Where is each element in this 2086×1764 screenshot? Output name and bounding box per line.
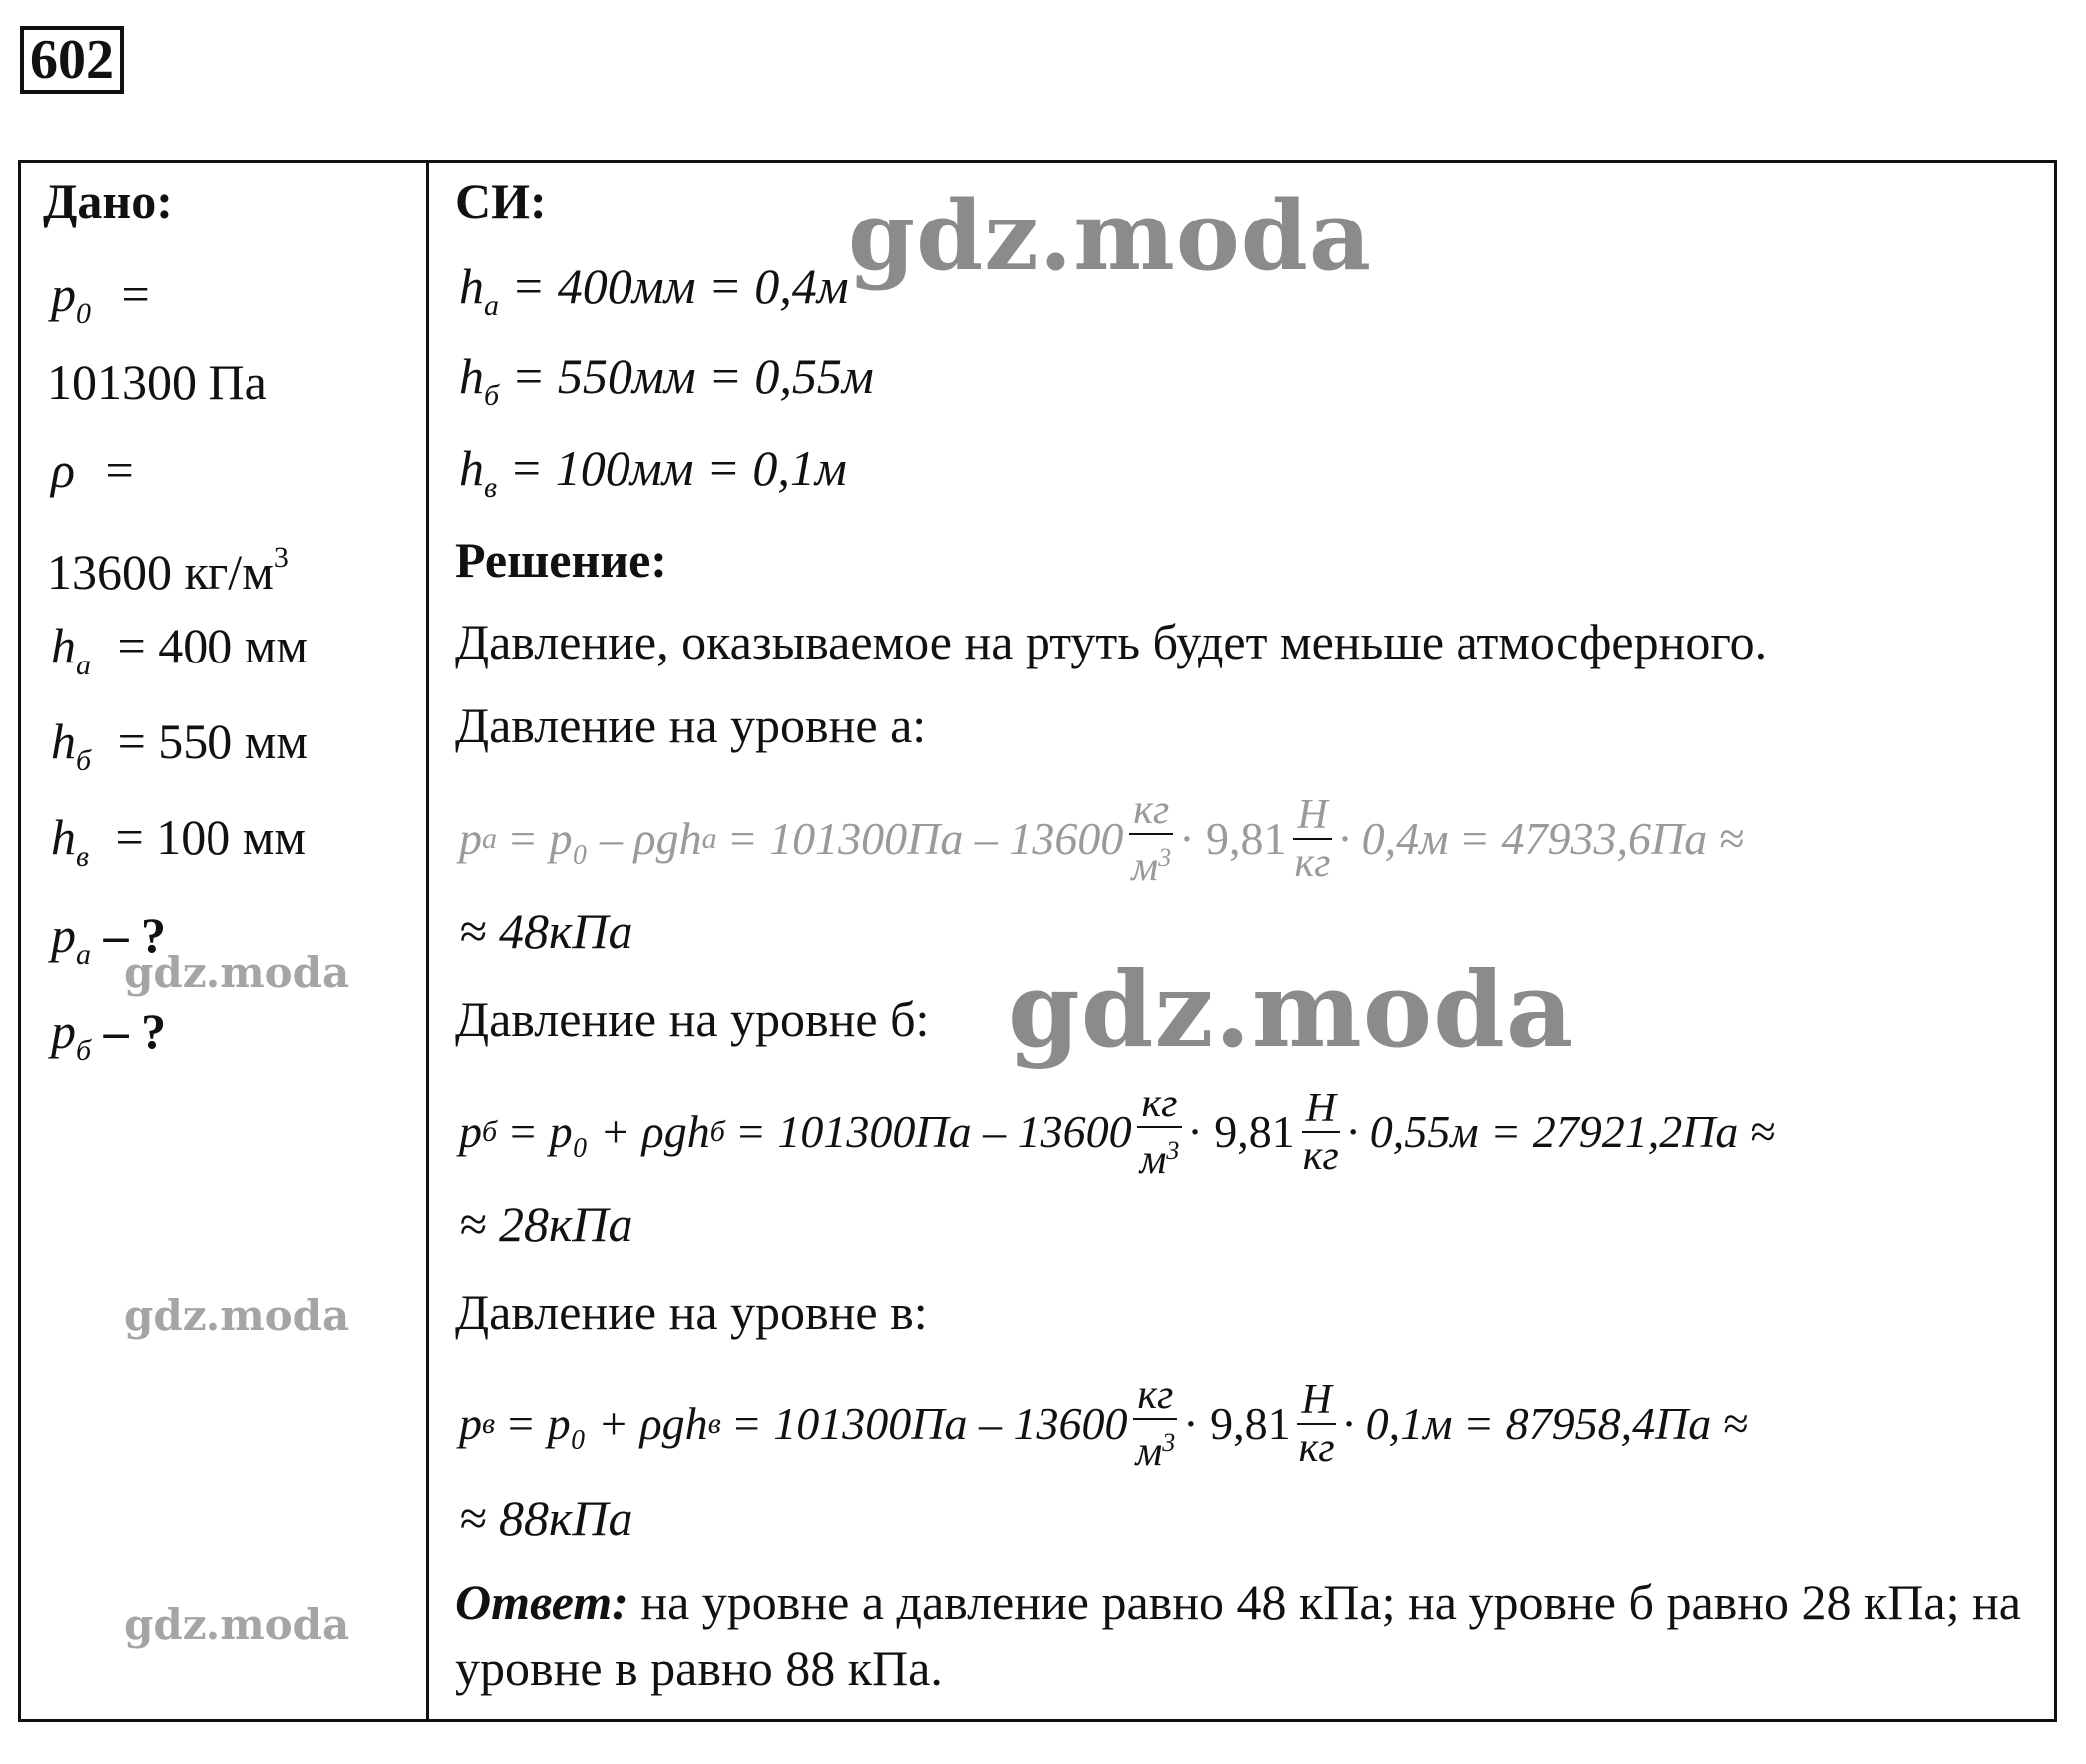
given-hv: $h_в = 100$ мм xyxy=(51,809,307,873)
watermark-large: gdz.moda xyxy=(1008,948,1575,1071)
find-pb: $p_б$ – ? xyxy=(51,1003,167,1067)
solution-table xyxy=(18,160,2057,1722)
formula-v: p в = p₀ + ρgh в = 101300Па – 13600 $\frac{кг}{м^3}$ · 9,81 $\frac{Н}{кг}$ · 0,1м = 87958,4Па ≈ xyxy=(459,1372,1749,1475)
answer xyxy=(455,1569,2041,1701)
given-p0-value: 101300 Па xyxy=(47,354,267,410)
result-b: ≈ 28кПа xyxy=(459,1196,633,1252)
formula-a: p а = p₀ – ρgh а = 101300Па – 13600 $\frac{кг}{м^3}$ · 9,81 $\frac{Н}{кг}$ · 0,4м = 47933,6Па ≈ xyxy=(459,787,1744,890)
si-hv: $h_в = 100мм = 0,1м$ xyxy=(459,440,847,504)
result-a: ≈ 48кПа xyxy=(459,903,633,959)
si-heading: СИ: xyxy=(455,173,547,228)
level-b-heading: Давление на уровне б: xyxy=(455,991,930,1047)
si-column xyxy=(429,163,2054,1719)
given-rho-label: ρ = xyxy=(51,442,134,498)
given-ha: $h_а = 400$ мм xyxy=(51,618,308,681)
given-heading: Дано: xyxy=(43,173,173,228)
given-column xyxy=(21,163,426,1719)
given-p0-label: $p_0$ = xyxy=(51,266,150,330)
given-rho-value: 13600 $кг/м^3$ xyxy=(47,541,289,600)
formula-b: p б = p₀ + ρgh б = 101300Па – 13600 $\frac{кг}{м^3}$ · 9,81 $\frac{Н}{кг}$ · 0,55м = 27921,2Па ≈ xyxy=(459,1081,1776,1183)
watermark-small: gdz.moda xyxy=(124,948,350,997)
watermark-small: gdz.moda xyxy=(124,1600,350,1649)
answer-text: на уровне а давление равно 48 кПа; на уровне б равно 28 кПа; на уровне в равно 88 кПа. xyxy=(455,1574,2021,1696)
result-v: ≈ 88кПа xyxy=(459,1490,633,1545)
solution-heading: Решение: xyxy=(455,532,667,588)
watermark-large: gdz.moda xyxy=(848,180,1373,292)
level-a-heading: Давление на уровне а: xyxy=(455,697,927,753)
solution-intro: Давление, оказываемое на ртуть будет меньше атмосферного. xyxy=(455,614,1768,669)
si-hb: $h_б = 550мм = 0,55м$ xyxy=(459,348,874,412)
given-hb: $h_б = 550$ мм xyxy=(51,713,309,777)
level-v-heading: Давление на уровне в: xyxy=(455,1284,928,1340)
si-ha: $h_а = 400мм = 0,4м$ xyxy=(459,258,849,322)
find-pa: $p_а$ – ? xyxy=(51,907,166,971)
watermark-small: gdz.moda xyxy=(124,1291,350,1340)
problem-number: 602 xyxy=(20,26,124,94)
answer-label: Ответ: xyxy=(455,1574,628,1630)
